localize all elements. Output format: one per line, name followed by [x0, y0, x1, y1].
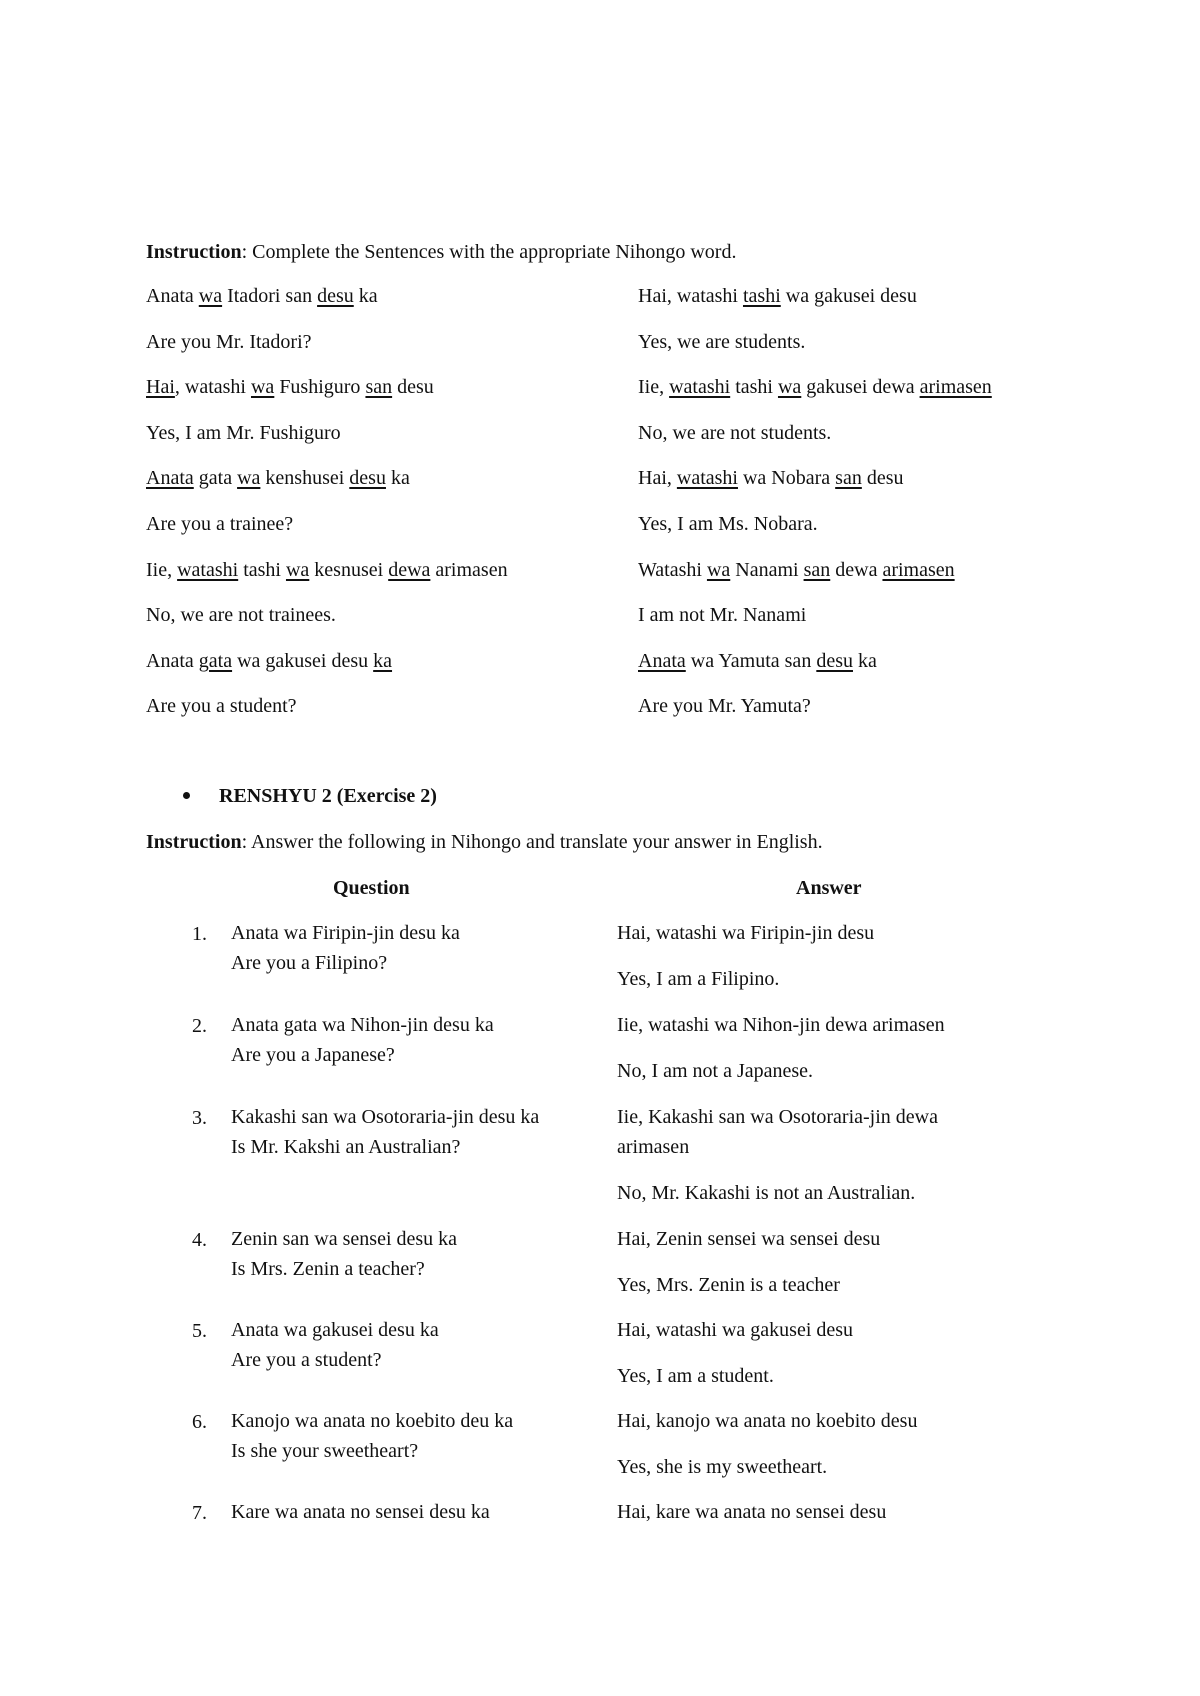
underlined-word: arimasen — [919, 376, 992, 398]
question-english: Is Mrs. Zenin a teacher? — [231, 1258, 425, 1280]
instruction-1 — [146, 240, 736, 264]
instruction-2-text: : Answer the following in Nihongo and translate your answer in English. — [241, 831, 823, 853]
sentence-line — [638, 375, 992, 399]
sentence-text: wa Yamuta san — [685, 650, 817, 672]
item-number: 3. — [192, 1107, 207, 1129]
underlined-word: gata — [198, 650, 233, 672]
underlined-word: Hai — [146, 376, 175, 398]
sentence-text: Anata — [146, 285, 199, 307]
underlined-word: desu — [317, 285, 354, 307]
sentence-text: Are you Mr. Yamuta? — [638, 695, 811, 717]
sentence-text: gakusei dewa — [801, 376, 920, 398]
question-english: Is she your sweetheart? — [231, 1440, 419, 1462]
answer-english: No, Mr. Kakashi is not an Australian. — [617, 1182, 916, 1204]
question-english: Is Mr. Kakshi an Australian? — [231, 1136, 461, 1158]
sentence-text: Anata — [146, 650, 199, 672]
sentence-text: ka — [385, 467, 410, 489]
underlined-word: desu — [816, 650, 853, 672]
sentence-line — [638, 284, 917, 308]
question-nihongo: Anata wa gakusei desu ka — [231, 1319, 439, 1341]
item-number: 1. — [192, 923, 207, 945]
sentence-text: kenshusei — [260, 467, 350, 489]
underlined-word: dewa — [388, 559, 431, 581]
item-number: 2. — [192, 1015, 207, 1037]
sentence-text: desu — [392, 376, 434, 398]
underlined-word: wa — [706, 559, 731, 581]
answer-nihongo: Hai, kanojo wa anata no koebito desu — [617, 1410, 918, 1432]
underlined-word: wa — [285, 559, 310, 581]
sentence-text: Are you a student? — [146, 695, 297, 717]
item-number: 7. — [192, 1502, 207, 1524]
answer-nihongo: Hai, kare wa anata no sensei desu — [617, 1501, 887, 1523]
question-english: Are you a Japanese? — [231, 1044, 395, 1066]
sentence-line — [146, 284, 378, 308]
sentence-line — [146, 512, 293, 536]
underlined-word: watashi — [676, 467, 738, 489]
answer-nihongo: Iie, watashi wa Nihon-jin dewa arimasen — [617, 1014, 945, 1036]
answer-header: Answer — [796, 877, 862, 899]
sentence-text: No, we are not students. — [638, 422, 832, 444]
sentence-line — [638, 603, 806, 627]
sentence-text: wa gakusei desu — [780, 285, 917, 307]
question-nihongo: Kanojo wa anata no koebito deu ka — [231, 1410, 514, 1432]
sentence-line — [638, 330, 805, 354]
sentence-text: I am not Mr. Nanami — [638, 604, 807, 626]
question-nihongo: Anata wa Firipin-jin desu ka — [231, 922, 460, 944]
underlined-word: san — [365, 376, 393, 398]
underlined-word: wa — [250, 376, 275, 398]
item-number: 5. — [192, 1320, 207, 1342]
sentence-line — [146, 649, 392, 673]
question-nihongo: Kakashi san wa Osotoraria-jin desu ka — [231, 1106, 540, 1128]
sentence-text: Yes, I am Ms. Nobara. — [638, 513, 818, 535]
sentence-text: dewa — [830, 559, 883, 581]
sentence-text: tashi — [238, 559, 286, 581]
answer-english: Yes, Mrs. Zenin is a teacher — [617, 1274, 840, 1296]
underlined-word: desu — [349, 467, 386, 489]
sentence-text: kesnusei — [309, 559, 389, 581]
question-english: Are you a Filipino? — [231, 952, 388, 974]
underlined-word: wa — [237, 467, 261, 489]
sentence-text: desu — [861, 467, 904, 489]
answer-english: Yes, I am a student. — [617, 1365, 774, 1387]
sentence-text: tashi — [730, 376, 778, 398]
sentence-line — [638, 421, 831, 445]
sentence-text: Hai, watashi — [638, 285, 743, 307]
sentence-text: wa Nobara — [737, 467, 836, 489]
sentence-line — [146, 603, 336, 627]
item-number: 6. — [192, 1411, 207, 1433]
sentence-text: arimasen — [430, 559, 508, 581]
sentence-text: Fushiguro — [274, 376, 366, 398]
underlined-word: tashi — [742, 285, 781, 307]
underlined-word: Anata — [638, 650, 686, 672]
question-header: Question — [333, 877, 410, 899]
exercise-2-heading: RENSHYU 2 (Exercise 2) — [219, 785, 437, 807]
sentence-text: Watashi — [638, 559, 707, 581]
sentence-line — [638, 649, 877, 673]
answer-nihongo: Hai, Zenin sensei wa sensei desu — [617, 1228, 881, 1250]
sentence-text: Itadori san — [222, 285, 318, 307]
answer-english: No, I am not a Japanese. — [617, 1060, 814, 1082]
sentence-text: ka — [852, 650, 877, 672]
sentence-line — [638, 466, 904, 490]
sentence-line — [638, 558, 955, 582]
sentence-text: Are you Mr. Itadori? — [146, 331, 312, 353]
sentence-text: Are you a trainee? — [146, 513, 294, 535]
underlined-word: wa — [198, 285, 223, 307]
underlined-word: arimasen — [882, 559, 955, 581]
instruction-2 — [146, 830, 823, 854]
sentence-text: Nanami — [730, 559, 804, 581]
underlined-word: Anata — [146, 467, 194, 489]
question-nihongo: Anata gata wa Nihon-jin desu ka — [231, 1014, 494, 1036]
sentence-text: gata — [193, 467, 238, 489]
answer-english: Yes, she is my sweetheart. — [617, 1456, 828, 1478]
underlined-word: watashi — [669, 376, 731, 398]
sentence-line — [146, 466, 410, 490]
sentence-line — [638, 694, 811, 718]
instruction-2-label: Instruction — [146, 831, 242, 853]
instruction-1-text: : Complete the Sentences with the appropriate Nihongo word. — [241, 241, 737, 263]
sentence-line — [146, 558, 508, 582]
underlined-word: ka — [373, 650, 393, 672]
sentence-text: , watashi — [174, 376, 251, 398]
sentence-text: Yes, I am Mr. Fushiguro — [146, 422, 341, 444]
sentence-line — [146, 421, 341, 445]
sentence-text: wa gakusei desu — [232, 650, 374, 672]
sentence-text: Iie, — [146, 559, 178, 581]
sentence-text: Hai, — [638, 467, 677, 489]
instruction-1-label: Instruction — [146, 241, 242, 263]
sentence-text: ka — [353, 285, 378, 307]
sentence-line — [146, 694, 297, 718]
underlined-word: san — [803, 559, 831, 581]
answer-nihongo: Hai, watashi wa Firipin-jin desu — [617, 922, 875, 944]
underlined-word: wa — [777, 376, 802, 398]
answer-english: Yes, I am a Filipino. — [617, 968, 780, 990]
sentence-text: Yes, we are students. — [638, 331, 806, 353]
item-number: 4. — [192, 1229, 207, 1251]
sentence-text: No, we are not trainees. — [146, 604, 336, 626]
question-nihongo: Zenin san wa sensei desu ka — [231, 1228, 458, 1250]
underlined-word: watashi — [177, 559, 239, 581]
sentence-line — [146, 330, 312, 354]
sentence-line — [638, 512, 818, 536]
question-nihongo: Kare wa anata no sensei desu ka — [231, 1501, 490, 1523]
answer-nihongo: Hai, watashi wa gakusei desu — [617, 1319, 854, 1341]
bullet-icon — [183, 792, 190, 799]
question-english: Are you a student? — [231, 1349, 382, 1371]
answer-nihongo: Iie, Kakashi san wa Osotoraria-jin dewa arimasen — [617, 1106, 938, 1158]
sentence-line — [146, 375, 434, 399]
underlined-word: san — [835, 467, 862, 489]
sentence-text: Iie, — [638, 376, 670, 398]
